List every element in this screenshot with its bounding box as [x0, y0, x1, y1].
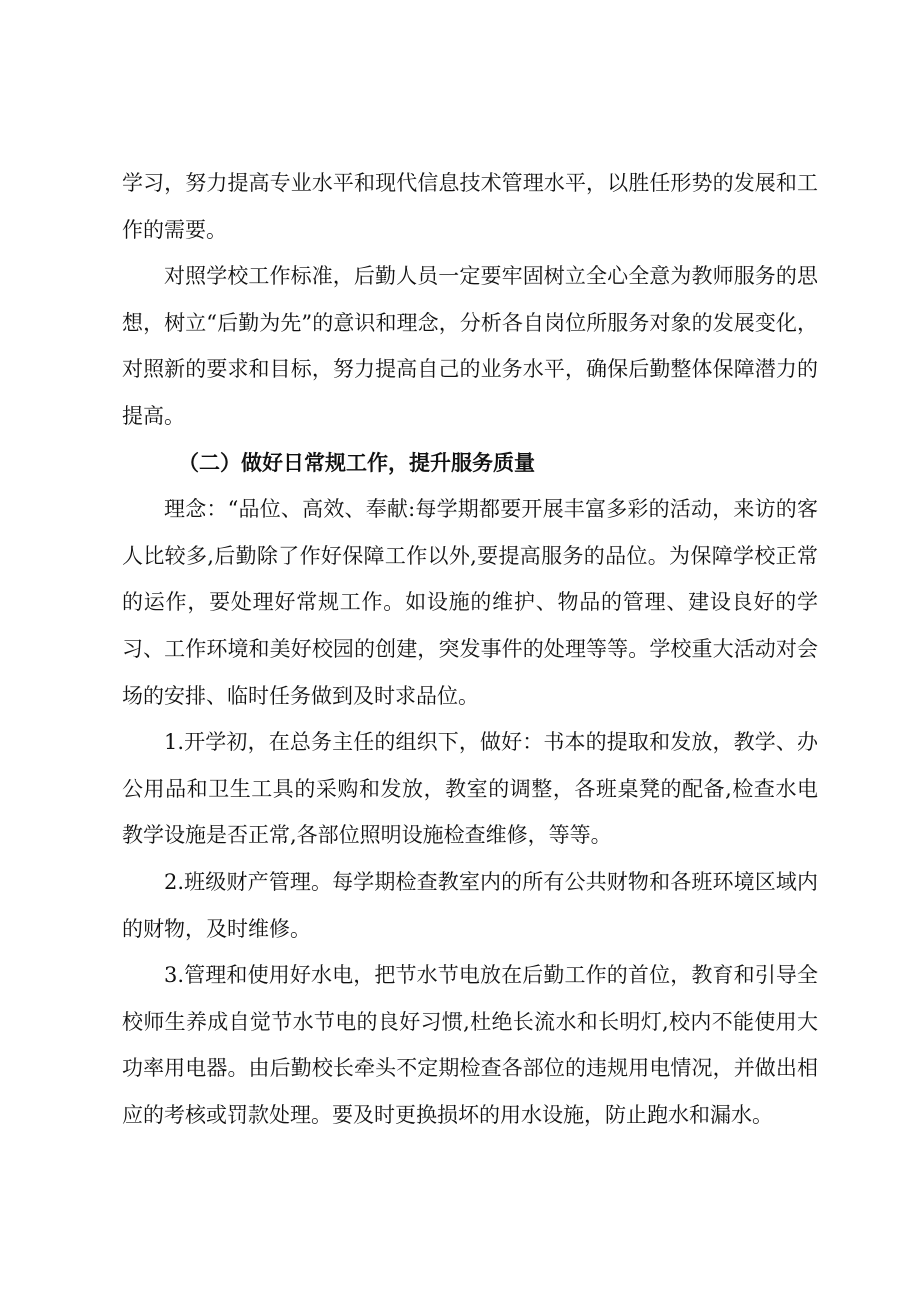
paragraph-item-3: 3.管理和使用好水电，把节水节电放在后勤工作的首位，教育和引导全校师生养成自觉节水节电的良好习惯,杜绝长流水和长明灯,校内不能使用大功率用电器。由后勤校长牵头不定期检查各部位的违规用电情况，并做出相应的考核或罚款处理。要及时更换损坏的用水设施，防止跑水和漏水。	[122, 963, 818, 1127]
paragraph-continuation: 学习，努力提高专业水平和现代信息技术管理水平，以胜任形势的发展和工作的需要。	[122, 171, 818, 242]
section-heading: （二）做好日常规工作，提升服务质量	[178, 449, 535, 475]
paragraph-item-1: 1.开学初，在总务主任的组织下，做好：书本的提取和发放，教学、办公用品和卫生工具的采购和发放，教室的调整，各班桌凳的配备,检查水电教学设施是否正常,各部位照明设施检查维修，等等。	[122, 730, 818, 848]
document-body	[122, 160, 818, 1138]
paragraph-item-2: 2.班级财产管理。每学期检查教室内的所有公共财物和各班环境区域内的财物，及时维修。	[122, 869, 818, 941]
paragraph-service-mindset: 对照学校工作标准，后勤人员一定要牢固树立全心全意为教师服务的思想，树立“后勤为先”的意识和理念，分析各自岗位所服务对象的发展变化，对照新的要求和目标，努力提高自己的业务水平，确保后勤整体保障潜力的提高。	[122, 264, 818, 428]
paragraph-concept: 理念：“品位、高效、奉献:每学期都要开展丰富多彩的活动，来访的客人比较多,后勤除了作好保障工作以外,要提高服务的品位。为保障学校正常的运作，要处理好常规工作。如设施的维护、物品的管理、建设良好的学习、工作环境和美好校园的创建，突发事件的处理等等。学校重大活动对会场的安排、临时任务做到及时求品位。	[122, 497, 818, 708]
